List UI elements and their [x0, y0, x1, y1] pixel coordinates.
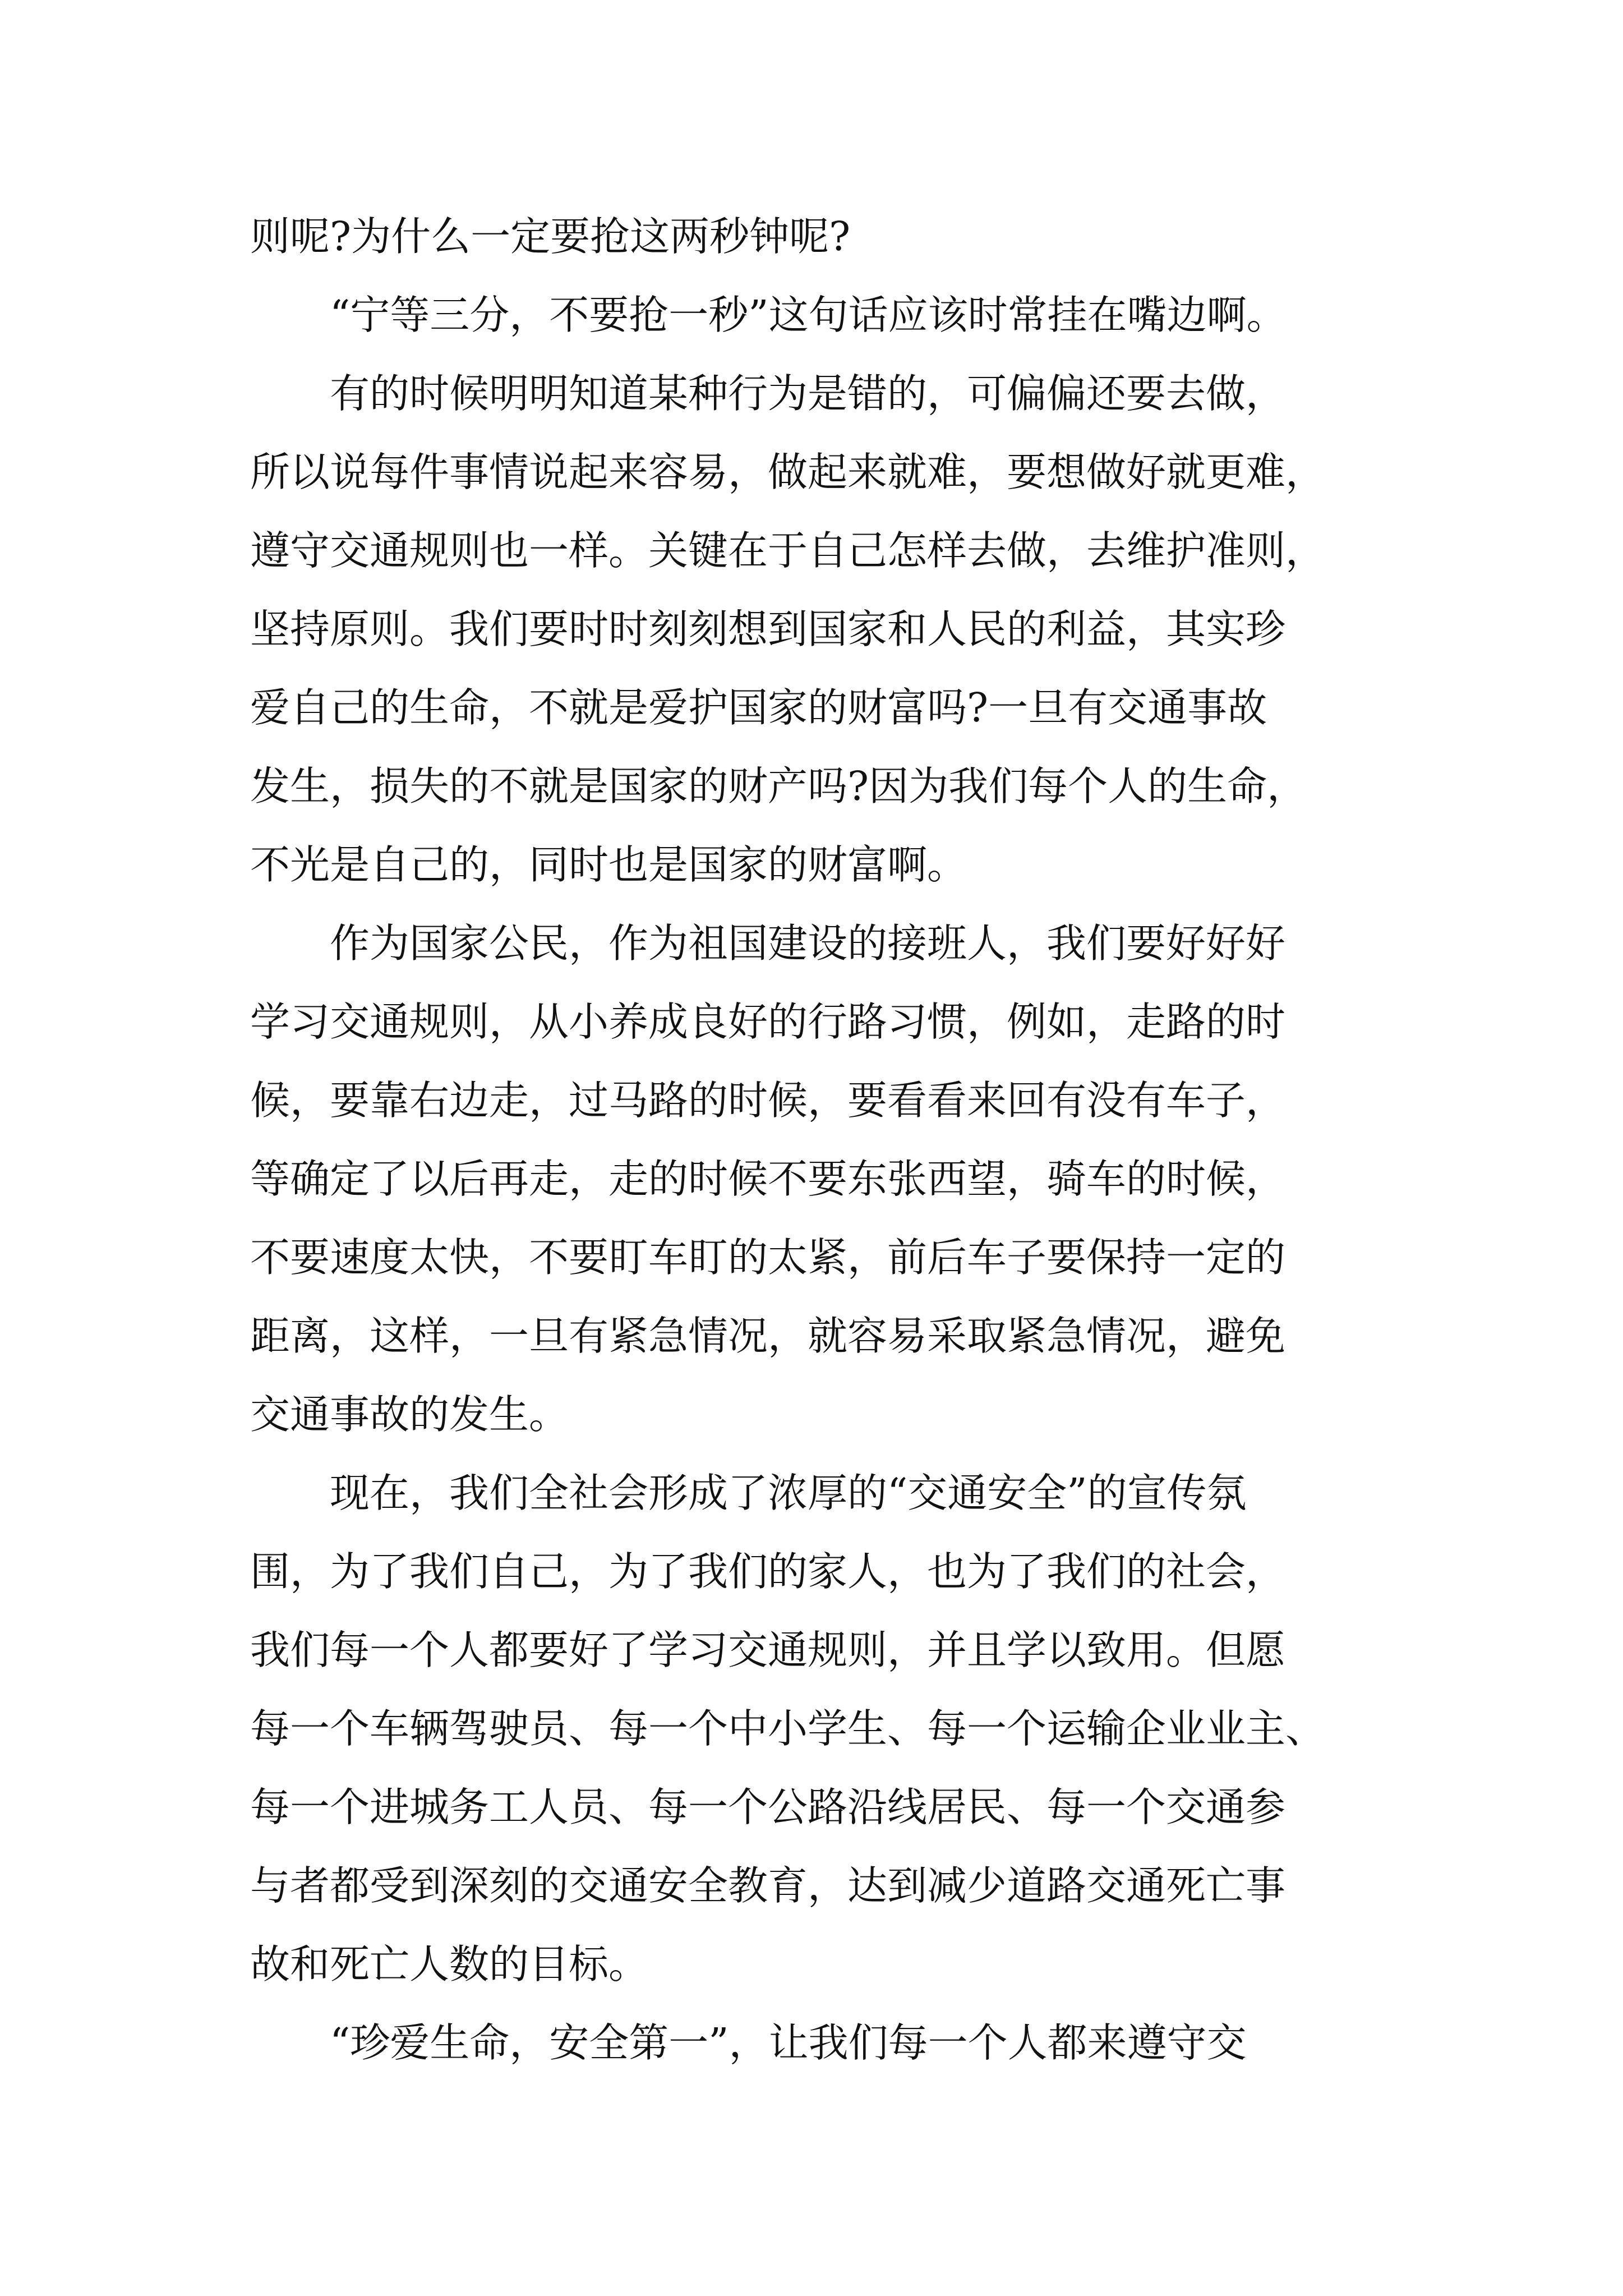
text-line: 故和死亡人数的目标。 [250, 1941, 649, 1987]
text-line: 候，要靠右边走，过马路的时候，要看看来回有没有车子， [250, 1077, 1286, 1124]
text-line: 发生，损失的不就是国家的财产吗?因为我们每个人的生命， [250, 763, 1307, 809]
text-line: 作为国家公民，作为祖国建设的接班人，我们要好好好 [330, 920, 1286, 967]
text-line: 不光是自己的，同时也是国家的财富啊。 [250, 841, 967, 888]
text-line: 学习交通规则，从小养成良好的行路习惯，例如，走路的时 [250, 999, 1286, 1045]
text-line: 不要速度太快，不要盯车盯的太紧，前后车子要保持一定的 [250, 1234, 1286, 1281]
text-line: 遵守交通规则也一样。关键在于自己怎样去做，去维护准则， [250, 527, 1326, 574]
text-line: “珍爱生命，安全第一”，让我们每一个人都来遵守交 [330, 2019, 1247, 2066]
text-line: 交通事故的发生。 [250, 1391, 569, 1438]
text-line: 现在，我们全社会形成了浓厚的“交通安全”的宣传氛 [330, 1470, 1247, 1516]
text-line: 与者都受到深刻的交通安全教育，达到减少道路交通死亡事 [250, 1862, 1286, 1909]
text-line: 我们每一个人都要好了学习交通规则，并且学以致用。但愿 [250, 1627, 1286, 1673]
text-line: 每一个进城务工人员、每一个公路沿线居民、每一个交通参 [250, 1784, 1286, 1830]
text-line: 坚持原则。我们要时时刻刻想到国家和人民的利益，其实珍 [250, 606, 1286, 652]
text-line: 等确定了以后再走，走的时候不要东张西望，骑车的时候， [250, 1156, 1286, 1202]
text-line: 每一个车辆驾驶员、每一个中小学生、每一个运输企业业主、 [250, 1705, 1326, 1752]
text-line: 有的时候明明知道某种行为是错的，可偏偏还要去做， [330, 370, 1286, 417]
text-line: 爱自己的生命，不就是爱护国家的财富吗?一旦有交通事故 [250, 684, 1267, 731]
text-line: 距离，这样，一旦有紧急情况，就容易采取紧急情况，避免 [250, 1313, 1286, 1359]
text-line: 围，为了我们自己，为了我们的家人，也为了我们的社会， [250, 1548, 1286, 1595]
text-line: “宁等三分，不要抢一秒”这句话应该时常挂在嘴边啊。 [330, 292, 1287, 338]
text-line: 则呢?为什么一定要抢这两秒钟呢? [250, 213, 851, 260]
document-body [250, 197, 1395, 2082]
text-line: 所以说每件事情说起来容易，做起来就难，要想做好就更难， [250, 449, 1326, 495]
